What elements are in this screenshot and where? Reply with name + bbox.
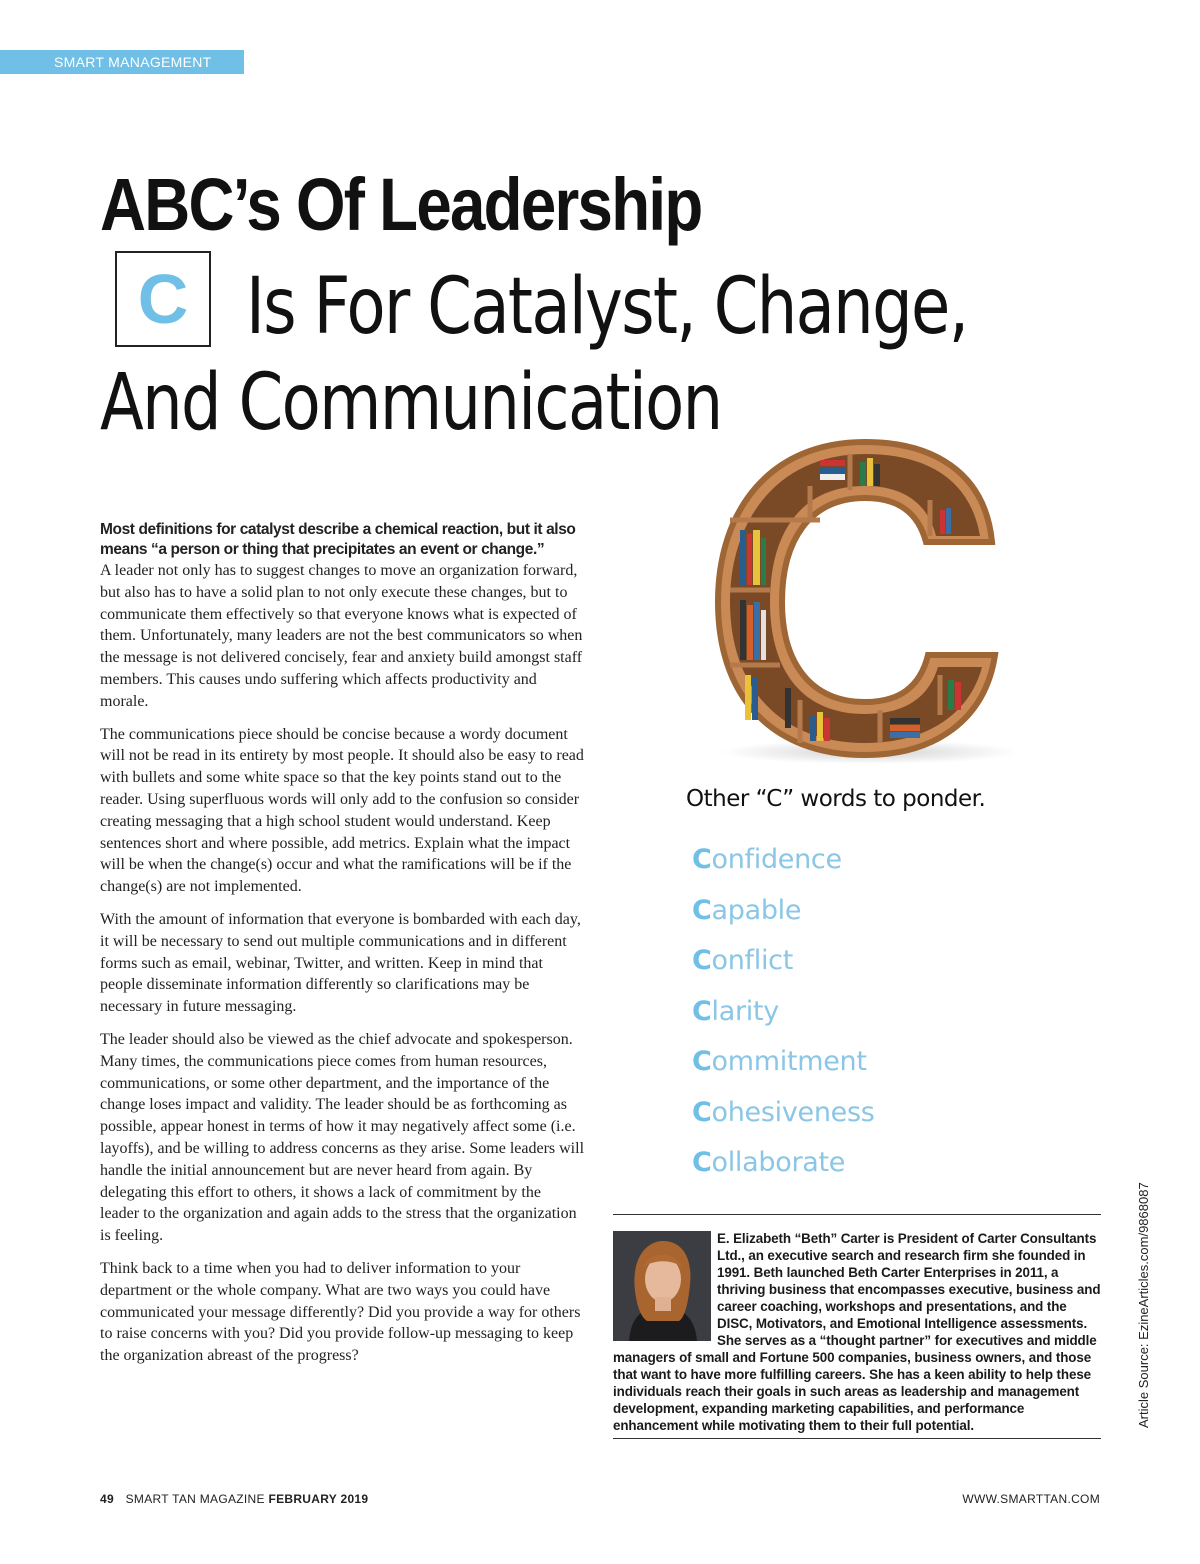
magazine-name: SMART TAN MAGAZINE xyxy=(125,1492,265,1506)
bookshelf-c-image xyxy=(700,430,1020,770)
subtitle-line-1: Is For Catalyst, Change, xyxy=(246,262,968,352)
website-link[interactable]: WWW.SMARTTAN.COM xyxy=(962,1492,1100,1506)
ponder-heading: Other “C” words to ponder. xyxy=(686,786,986,812)
author-bio-text: E. Elizabeth “Beth” Carter is President of Carter Consultants Ltd., an executive search and research firm she founded in 1991. Beth launched Beth Carter Enterprises in 2011, a thriving business that encompasses executive, business and career coaching, workshops and presentations, and the DISC, Motivators, and Emotional Intelligence assessments. She serves as a “thought partner” for executives and middle managers of small and Fortune 500 companies, business owners, and those that want to have more fulfilling careers. She has a keen ability to help these individuals reach their goals in such areas as leadership and management development, expanding marketing capabilities, and performance enhancement while motivating them to their full potential. xyxy=(613,1231,1101,1433)
c-word-item: Conflict xyxy=(692,945,793,976)
article-source: Article Source: EzineArticles.com/9868087 xyxy=(1136,1182,1151,1428)
footer-left xyxy=(100,1492,368,1506)
c-word-item: Capable xyxy=(692,894,802,926)
bio-divider-top xyxy=(613,1214,1101,1215)
bio-divider-bottom xyxy=(613,1438,1101,1439)
paragraph-1 xyxy=(100,520,584,713)
paragraph-3: With the amount of information that everyone is bombarded with each day, it will be necessary to send out multiple communications and in different forms such as email, webinar, Twitter, and written. Keep in mind that people disseminate information differently so clarifications may be necessary in future messaging. xyxy=(100,910,581,1016)
c-word-item: Clarity xyxy=(692,995,779,1027)
section-tag: SMART MANAGEMENT xyxy=(0,50,244,74)
author-bio xyxy=(613,1230,1103,1434)
lead-text: Most definitions for catalyst describe a chemical reaction, but it also means “a person or thing that precipitates an event or change.” xyxy=(100,521,576,558)
c-word-item: Confidence xyxy=(692,844,842,875)
paragraph-4: The leader should also be viewed as the chief advocate and spokesperson. Many times, the communications piece comes from human resources, communications, or some other department, and the importance of the change loses impact and validity. The leader should be as forthcoming as possible, appear honest in terms of how it may negatively affect some (i.e. layoffs), and be willing to address concerns as they arise. Some leaders will handle the initial announcement but are never heard from again. By delegating this effort to others, it shows a lack of commitment by the leader to the organization and again adds to the stress that the organization is feeling. xyxy=(100,1030,585,1245)
bio-photo-spacer xyxy=(613,1230,717,1342)
page-number: 49 xyxy=(100,1492,114,1506)
issue-date: FEBRUARY 2019 xyxy=(268,1492,369,1506)
paragraph-2: The communications piece should be concise because a wordy document will not be read in its entirety by most people. It should also be easy to read with bullets and some white space so that the key points stand out to the reader. Using superfluous words will only add to the confusion so consider creating messaging that a high school student would understand. Keep sentences short and where possible, add metrics. Explain what the impact will be when the change(s) occur and what the ramifications will be if the change(s) are not implemented. xyxy=(100,725,584,896)
c-word-item: Collaborate xyxy=(692,1147,846,1178)
paragraph-1-text: A leader not only has to suggest changes to move an organization forward, but also has to have a solid plan to not only execute these changes, but to communicate them effectively so that everyone knows what is expected of them. Unfortunately, many leaders are not the best communicators so when the message is not delivered concisely, fear and anxiety build amongst staff members. This causes undo suffering which affects productivity and morale. xyxy=(100,562,583,710)
article-body xyxy=(100,520,584,1378)
letter-box: C xyxy=(115,251,211,347)
c-words-list xyxy=(692,840,874,1194)
c-word-item: Commitment xyxy=(692,1046,867,1077)
c-word-item: Cohesiveness xyxy=(692,1096,875,1128)
paragraph-5: Think back to a time when you had to deliver information to your department or the whole company. What are two ways you could have communicated your message differently? Did you provide a way for others to raise concerns with you? Did you provide follow-up messaging to keep the organization abreast of the progress? xyxy=(100,1259,581,1365)
subtitle-line-2: And Communication xyxy=(100,358,722,448)
article-title: ABC’s Of Leadership xyxy=(100,163,702,246)
